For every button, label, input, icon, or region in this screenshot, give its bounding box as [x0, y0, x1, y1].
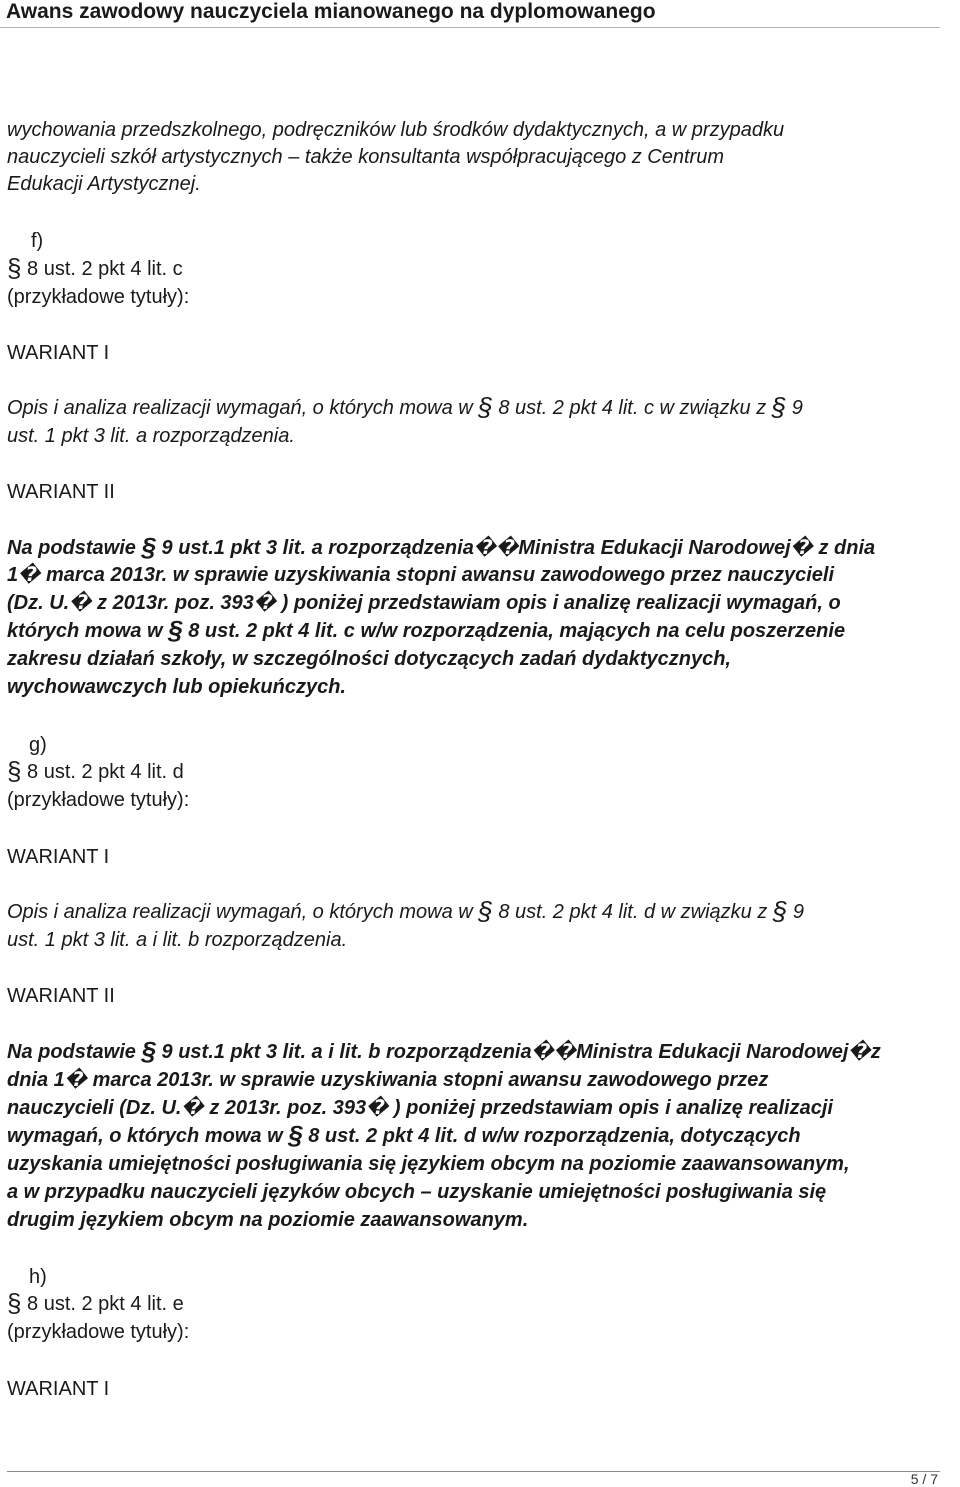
section-sign: § — [478, 896, 493, 926]
missing-glyph: � — [790, 537, 813, 559]
variant-text-line — [7, 1096, 833, 1120]
text-run: 9 ust.1 pkt 3 lit. a i lit. b rozporządzenia — [161, 1041, 532, 1063]
missing-glyph: � — [18, 564, 41, 586]
missing-glyph: � — [366, 1097, 389, 1119]
variant-text-line: ust. 1 pkt 3 lit. a i lit. b rozporządzenia. — [7, 929, 348, 951]
text-run: ) poniżej przedstawiam opis i analizę realizacji — [393, 1097, 833, 1119]
reference-text: 8 ust. 2 pkt 4 lit. e — [27, 1293, 184, 1315]
text-run: 8 ust. 2 pkt 4 lit. d w związku z — [498, 901, 768, 923]
text-run: nauczycieli (Dz. U. — [7, 1097, 182, 1119]
missing-glyph: � — [496, 537, 519, 559]
example-titles-label-h: (przykładowe tytuły): — [7, 1321, 190, 1343]
text-run: Opis i analiza realizacji wymagań, o których mowa w — [7, 397, 473, 419]
item-reference-g — [7, 756, 184, 786]
variant-text-line: ust. 1 pkt 3 lit. a rozporządzenia. — [7, 425, 295, 447]
page-number: 5 / 7 — [910, 1471, 938, 1487]
text-run: Na podstawie — [7, 1041, 136, 1063]
text-run: 8 ust. 2 pkt 4 lit. c w związku z — [498, 397, 767, 419]
section-sign: § — [288, 1120, 303, 1150]
missing-glyph: � — [253, 592, 277, 614]
section-sign: § — [478, 392, 493, 422]
text-run: których mowa w — [7, 620, 163, 642]
text-run: 8 ust. 2 pkt 4 lit. c w/w rozporządzenia, mających na celu poszerzenie — [188, 620, 846, 642]
text-run: Ministra Edukacji Narodowej — [518, 537, 791, 559]
missing-glyph: � — [553, 1041, 577, 1063]
item-marker-h: h) — [29, 1266, 47, 1288]
section-sign: § — [772, 896, 788, 926]
missing-glyph: � — [531, 1041, 554, 1063]
text-run: dnia 1 — [7, 1069, 65, 1091]
text-run: z — [870, 1041, 881, 1063]
item-reference-f — [7, 253, 183, 283]
example-titles-label-f: (przykładowe tytuły): — [7, 286, 190, 308]
variant-text-line: zakresu działań szkoły, w szczególności dotyczących zadań dydaktycznych, — [7, 648, 731, 670]
text-run: z dnia — [818, 537, 876, 559]
section-sign: § — [7, 1288, 22, 1318]
variant-text-line — [7, 896, 805, 926]
text-run: (Dz. U. — [7, 592, 70, 614]
missing-glyph: � — [848, 1041, 871, 1063]
text-run: ) poniżej przedstawiam opis i analizę realizacji wymagań, o — [281, 592, 841, 614]
variant-text-line: uzyskania umiejętności posługiwania się językiem obcym na poziomie zaawansowanym, — [7, 1153, 850, 1175]
section-sign: § — [168, 615, 183, 645]
text-run: 1 — [7, 564, 19, 586]
variant-heading-h-1: WARIANT I — [7, 1378, 110, 1400]
variant-text-line — [7, 615, 846, 645]
reference-text: 8 ust. 2 pkt 4 lit. c — [27, 258, 183, 280]
text-run: 9 — [791, 397, 803, 419]
text-run: wymagań, o których mowa w — [7, 1125, 283, 1147]
variant-text-line — [7, 1068, 768, 1092]
text-run: z 2013r. poz. 393 — [209, 1097, 367, 1119]
item-marker-f: f) — [31, 230, 44, 252]
missing-glyph: � — [181, 1097, 204, 1119]
variant-text-line — [7, 532, 876, 562]
text-run: 8 ust. 2 pkt 4 lit. d w/w rozporządzenia, dotyczących — [308, 1125, 801, 1147]
section-sign: § — [7, 756, 22, 786]
variant-text-line — [7, 1036, 881, 1066]
reference-text: 8 ust. 2 pkt 4 lit. d — [27, 761, 184, 783]
section-sign: § — [7, 253, 22, 283]
variant-heading-g-2: WARIANT II — [7, 985, 115, 1007]
missing-glyph: � — [473, 537, 497, 559]
variant-heading-g-1: WARIANT I — [7, 846, 110, 868]
footer-divider — [7, 1471, 940, 1472]
text-run: 9 ust.1 pkt 3 lit. — [161, 537, 306, 559]
item-reference-h — [7, 1288, 184, 1318]
variant-text-line: drugim językiem obcym na poziomie zaawansowanym. — [7, 1209, 529, 1231]
section-sign: § — [141, 532, 156, 562]
text-run: marca 2013r. w sprawie uzyskiwania stopni awansu zawodowego przez — [92, 1069, 769, 1091]
text-run: Ministra Edukacji Narodowej — [576, 1041, 849, 1063]
text-run: z 2013r. poz. 393 — [97, 592, 254, 614]
intro-line-2: nauczycieli szkół artystycznych – także konsultanta współpracującego z Centrum — [7, 146, 724, 168]
text-run: marca 2013r. — [45, 564, 168, 586]
intro-line-1: wychowania przedszkolnego, podręczników lub środków dydaktycznych, a w przypadku — [7, 119, 785, 141]
variant-text-line — [7, 1120, 801, 1150]
page-header-title: Awans zawodowy nauczyciela mianowanego na dyplomowanego — [6, 0, 656, 23]
variant-text-line — [7, 392, 803, 422]
missing-glyph: � — [64, 1069, 88, 1091]
text-run: 9 — [792, 901, 805, 923]
variant-heading-f-2: WARIANT II — [7, 481, 115, 503]
text-run: w sprawie uzyskiwania stopni awansu zawodowego przez nauczycieli — [172, 564, 835, 586]
section-sign: § — [141, 1036, 156, 1066]
item-marker-g: g) — [29, 734, 47, 756]
example-titles-label-g: (przykładowe tytuły): — [7, 789, 190, 811]
section-sign: § — [771, 392, 787, 422]
variant-text-line: a w przypadku nauczycieli języków obcych – uzyskanie umiejętności posługiwania się — [7, 1181, 827, 1203]
variant-text-line — [7, 591, 841, 615]
header-divider — [0, 27, 940, 28]
variant-text-line — [7, 563, 834, 587]
text-run: Opis i analiza realizacji wymagań, o których mowa w — [7, 901, 473, 923]
variant-text-line: wychowawczych lub opiekuńczych. — [7, 676, 346, 698]
intro-line-3: Edukacji Artystycznej. — [7, 173, 201, 195]
variant-heading-f-1: WARIANT I — [7, 342, 110, 364]
missing-glyph: � — [69, 592, 92, 614]
text-run: a rozporządzenia — [311, 537, 474, 559]
text-run: Na podstawie — [7, 537, 136, 559]
